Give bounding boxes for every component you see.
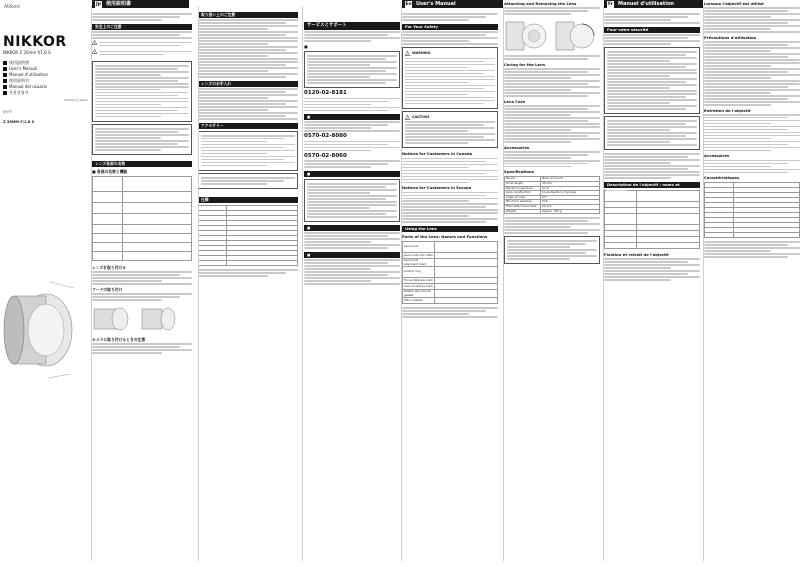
cover-footer-label: Z 35MM F/1.8 S — [3, 120, 35, 124]
numbered-step: フードの取り付け — [92, 286, 123, 292]
section-heading: レンズのお手入れ — [198, 81, 298, 87]
lens-hood-icon — [138, 305, 178, 333]
language-entry: 사용설명서 — [3, 90, 63, 96]
part-label: CPU contacts — [403, 298, 435, 304]
language-entry: Manuel d'utilisation — [3, 72, 63, 78]
spec-row: Maximum aperture f/1.8 — [505, 186, 600, 191]
made-in-label: JP/FR — [3, 110, 12, 114]
spec-row: Mount Nikon Z mount — [505, 177, 600, 182]
caution-box — [92, 124, 192, 155]
warning-label: WARNING — [412, 51, 431, 56]
subsection-heading: Lens Care — [504, 98, 526, 104]
section-heading: 取り扱い上のご注意 — [198, 12, 298, 18]
jp-service-page — [304, 0, 400, 567]
lens-illustration — [0, 270, 90, 390]
subsection-heading: Specifications — [504, 169, 534, 175]
jp-spec-table — [198, 205, 298, 266]
caution-box — [402, 111, 498, 149]
part-label: Lens hood lock mark — [404, 252, 433, 257]
spec-row: Lens construction 11 elements in 9 groups — [505, 191, 600, 196]
part-label: Rubber lens-mount gasket — [403, 290, 435, 298]
note-box — [504, 236, 600, 264]
svg-text:!: ! — [93, 50, 96, 55]
part-label: Control ring — [403, 267, 435, 278]
camera-mount-icon — [552, 18, 596, 54]
fr-spec-table — [704, 182, 800, 238]
fold-line — [302, 6, 303, 561]
lens-hood-icon — [92, 305, 132, 333]
caution-icon — [92, 49, 97, 54]
svg-text:!: ! — [406, 116, 409, 121]
warning-icon — [405, 51, 410, 56]
cover-panel — [0, 0, 90, 567]
section-heading: Description de l'objectif : noms et fonctions — [604, 182, 700, 188]
fold-line — [91, 6, 92, 561]
text-block — [92, 13, 192, 21]
en-spec-table — [504, 176, 600, 214]
caution-box — [604, 116, 700, 150]
fold-line — [603, 6, 604, 561]
product-logo: NIKKOR NIKKOR Z 35mm f/1.8 S — [3, 34, 67, 55]
fold-line — [703, 6, 704, 561]
jp-col-1 — [92, 12, 192, 355]
subsection-heading: Notices for Customers in Europe — [402, 185, 472, 191]
spec-row: Minimum aperture f/16 — [505, 200, 600, 205]
part-label: Lens hood — [403, 241, 435, 252]
spec-row: Filter-attachment size 62 mm — [505, 205, 600, 210]
jp-header — [92, 0, 189, 8]
brand-logo: Nikon — [4, 4, 21, 10]
jp-parts-table — [92, 176, 192, 261]
mount-diagram — [504, 18, 600, 54]
caution-icon — [405, 115, 410, 120]
subsection-heading: Lorsque l'objectif est utilisé — [704, 1, 764, 6]
section-heading: アクセサリー — [198, 123, 298, 129]
subsection-heading: Accessories — [504, 144, 530, 150]
phone-number: 0570-02-8060 — [304, 152, 347, 159]
warning-icon — [92, 40, 97, 45]
info-box — [304, 179, 400, 222]
subsection-heading: Notices for Customers in Canada — [402, 151, 473, 157]
camera-mount-icon — [504, 18, 548, 54]
subsection-heading: Accessoires — [704, 153, 730, 159]
fr-parts-table — [604, 190, 700, 249]
language-entry: 使用説明書 — [3, 60, 63, 66]
spec-row: Weight Approx. 370 g — [505, 209, 600, 214]
fold-line — [503, 6, 504, 561]
caution-label: CAUTION — [412, 115, 430, 120]
contact-box — [304, 51, 400, 88]
warning-box — [402, 47, 498, 109]
fr-col-2 — [704, 0, 800, 259]
fold-line — [198, 6, 199, 561]
fr-col-1 — [604, 12, 700, 282]
subsection-heading: Caractéristiques — [704, 175, 740, 181]
section-heading: 仕様 — [198, 197, 298, 203]
section-heading: Pour votre sécurité — [604, 27, 700, 33]
spec-row: Focal length 35 mm — [505, 182, 600, 187]
subsection-heading: Précautions d'utilisation — [704, 34, 757, 40]
lens-icon — [0, 270, 90, 390]
section-heading: ■ — [304, 114, 400, 120]
fr-language-tag: Fr — [607, 1, 613, 7]
section-heading: Using the Lens — [402, 226, 498, 232]
fold-line — [401, 6, 402, 561]
subsection-heading: Parts of the Lens: Names and Functions — [402, 233, 488, 239]
product-name: NIKKOR Z 35mm f/1.8 S — [3, 50, 51, 55]
jp-language-tag: Jp — [96, 1, 101, 7]
spec-row: Angle of view 63° — [505, 195, 600, 200]
en-language-tag: En — [405, 1, 412, 7]
subsection-heading: ■ 各部の名称と機能 — [92, 169, 128, 174]
part-label: Lens hood alignment mark — [403, 258, 435, 266]
fr-title: Manuel d'utilisation — [618, 1, 674, 7]
printed-in: Printed in Japan — [64, 98, 88, 102]
svg-text:!: ! — [406, 52, 409, 57]
warning-box — [604, 47, 700, 114]
numbered-step: カメラに取り付けるときの注意 — [92, 336, 146, 342]
phone-number: 0570-02-8080 — [304, 133, 347, 140]
svg-text:!: ! — [93, 41, 96, 46]
section-heading: For Your Safety — [402, 24, 498, 30]
warning-box — [92, 61, 192, 122]
en-col-1 — [402, 12, 498, 319]
section-heading: ■ — [304, 171, 400, 177]
fr-header — [604, 0, 703, 8]
subsection-heading: Fixation et retrait de l'objectif — [604, 251, 669, 257]
numbered-step: レンズを取り付ける — [92, 265, 126, 270]
en-title: User's Manual — [416, 1, 456, 7]
en-page — [402, 0, 602, 567]
section-heading: レンズ各部の名称 — [92, 161, 192, 167]
subsection-heading: Attaching and Removing the Lens — [504, 1, 577, 6]
section-heading: ■ — [304, 252, 400, 258]
accessory-box — [198, 131, 298, 171]
language-index — [3, 60, 63, 96]
language-entry: Manual del usuario — [3, 84, 63, 90]
jp-title: 使用説明書 — [106, 1, 132, 7]
service-heading: サービスとサポート — [304, 22, 400, 30]
part-label: Focus distance mark — [404, 277, 433, 282]
subsection-heading: Caring for the Lens — [504, 61, 546, 67]
section-heading: ■ — [304, 225, 400, 231]
language-entry: 使用说明书 — [3, 78, 63, 84]
language-entry: User's Manual — [3, 66, 63, 72]
en-parts-table — [402, 241, 498, 304]
section-heading: 安全上のご注意 — [92, 24, 192, 30]
accessory-box — [198, 173, 298, 189]
hood-diagram — [92, 305, 192, 333]
en-header — [402, 0, 503, 8]
subsection-heading: ■ — [304, 43, 308, 49]
subsection-heading: Entretien de l'objectif — [704, 107, 751, 113]
phone-number: 0120-02-8181 — [304, 90, 347, 97]
jp-col-2 — [198, 12, 298, 278]
en-col-2 — [504, 0, 600, 264]
part-label: Lens mounting mark — [404, 283, 433, 288]
